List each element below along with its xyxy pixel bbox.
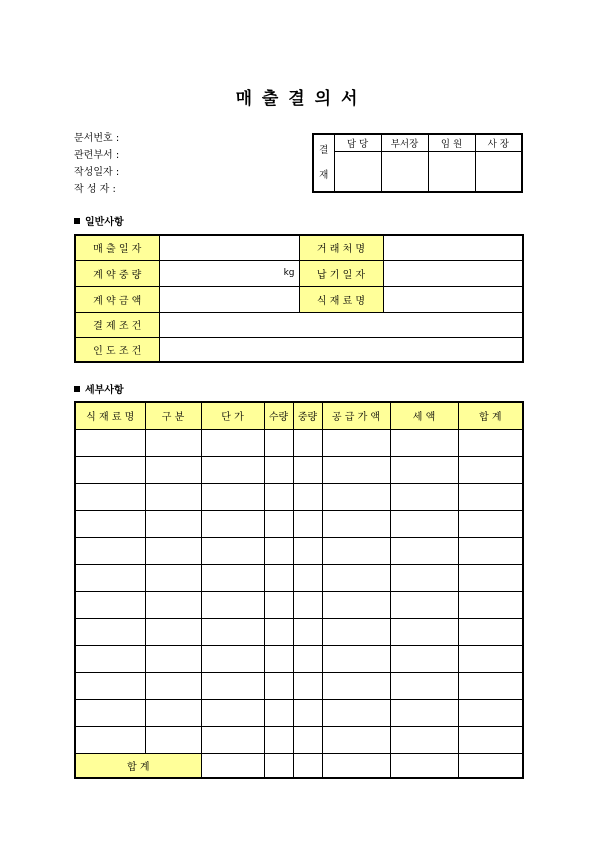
details-table bbox=[74, 401, 524, 779]
table-cell[interactable] bbox=[201, 726, 264, 753]
col-header-tax: 세 액 bbox=[390, 402, 458, 429]
table-cell[interactable] bbox=[75, 618, 145, 645]
table-cell[interactable] bbox=[75, 726, 145, 753]
total-cell[interactable] bbox=[293, 753, 322, 778]
table-cell[interactable] bbox=[145, 483, 201, 510]
payment-terms-label: 결 제 조 건 bbox=[75, 312, 159, 337]
table-cell[interactable] bbox=[75, 699, 145, 726]
table-cell[interactable] bbox=[201, 645, 264, 672]
total-label: 합 계 bbox=[75, 753, 201, 778]
table-row bbox=[75, 483, 523, 510]
contract-amount-label: 계 약 금 액 bbox=[75, 286, 159, 312]
table-cell[interactable] bbox=[293, 564, 322, 591]
table-cell[interactable] bbox=[145, 618, 201, 645]
table-cell[interactable] bbox=[390, 672, 458, 699]
approval-side-label-1: 결 bbox=[319, 145, 329, 156]
table-cell[interactable] bbox=[322, 645, 390, 672]
table-cell[interactable] bbox=[458, 429, 523, 456]
total-cell[interactable] bbox=[264, 753, 293, 778]
table-cell[interactable] bbox=[322, 429, 390, 456]
table-row bbox=[75, 510, 523, 537]
col-header-unit-price: 단 가 bbox=[201, 402, 264, 429]
table-cell[interactable] bbox=[322, 456, 390, 483]
table-row bbox=[75, 726, 523, 753]
table-cell[interactable] bbox=[293, 672, 322, 699]
table-cell[interactable] bbox=[75, 483, 145, 510]
table-cell[interactable] bbox=[293, 429, 322, 456]
table-cell[interactable] bbox=[322, 483, 390, 510]
table-cell[interactable] bbox=[293, 537, 322, 564]
date-label: 작성일자 : bbox=[74, 167, 120, 178]
table-row bbox=[75, 645, 523, 672]
table-cell[interactable] bbox=[322, 726, 390, 753]
details-body bbox=[75, 429, 523, 753]
table-cell[interactable] bbox=[201, 537, 264, 564]
table-cell[interactable] bbox=[145, 645, 201, 672]
table-cell[interactable] bbox=[322, 591, 390, 618]
table-cell[interactable] bbox=[293, 483, 322, 510]
table-row bbox=[75, 699, 523, 726]
table-cell[interactable] bbox=[458, 645, 523, 672]
table-row bbox=[75, 618, 523, 645]
table-cell[interactable] bbox=[322, 510, 390, 537]
table-cell[interactable] bbox=[458, 726, 523, 753]
table-row bbox=[75, 456, 523, 483]
sales-date-label: 매 출 일 자 bbox=[75, 235, 159, 260]
table-cell[interactable] bbox=[145, 510, 201, 537]
general-section-heading bbox=[74, 213, 124, 228]
table-cell[interactable] bbox=[458, 510, 523, 537]
table-cell[interactable] bbox=[390, 429, 458, 456]
table-cell[interactable] bbox=[322, 537, 390, 564]
table-cell[interactable] bbox=[293, 726, 322, 753]
ingredient-name-label: 식 재 료 명 bbox=[299, 286, 383, 312]
table-cell[interactable] bbox=[145, 726, 201, 753]
table-cell[interactable] bbox=[322, 672, 390, 699]
table-cell[interactable] bbox=[458, 537, 523, 564]
details-header-row bbox=[75, 402, 523, 429]
table-cell[interactable] bbox=[293, 645, 322, 672]
approval-header-president: 사 장 bbox=[475, 134, 522, 151]
details-section-heading bbox=[74, 381, 124, 396]
approval-table bbox=[312, 133, 523, 193]
table-cell[interactable] bbox=[201, 564, 264, 591]
table-cell[interactable] bbox=[390, 483, 458, 510]
delivery-date-field[interactable] bbox=[383, 260, 523, 286]
table-cell[interactable] bbox=[322, 618, 390, 645]
approval-sign-president[interactable] bbox=[475, 151, 522, 192]
table-cell[interactable] bbox=[264, 726, 293, 753]
ingredient-name-field[interactable] bbox=[383, 286, 523, 312]
table-cell[interactable] bbox=[293, 618, 322, 645]
table-cell[interactable] bbox=[264, 672, 293, 699]
delivery-terms-label: 인 도 조 건 bbox=[75, 337, 159, 362]
table-cell[interactable] bbox=[293, 591, 322, 618]
col-header-quantity: 수량 bbox=[264, 402, 293, 429]
table-cell[interactable] bbox=[458, 699, 523, 726]
table-cell[interactable] bbox=[264, 618, 293, 645]
total-cell[interactable] bbox=[201, 753, 264, 778]
col-header-weight: 중량 bbox=[293, 402, 322, 429]
table-cell[interactable] bbox=[145, 456, 201, 483]
table-cell[interactable] bbox=[390, 645, 458, 672]
table-row bbox=[75, 591, 523, 618]
table-row bbox=[75, 564, 523, 591]
table-cell[interactable] bbox=[390, 564, 458, 591]
col-header-total: 합 계 bbox=[458, 402, 523, 429]
approval-header-staff: 담 당 bbox=[334, 134, 381, 151]
author-label: 작 성 자 : bbox=[74, 184, 116, 195]
table-cell[interactable] bbox=[75, 645, 145, 672]
approval-side-label bbox=[313, 134, 334, 192]
table-cell[interactable] bbox=[75, 510, 145, 537]
table-cell[interactable] bbox=[75, 564, 145, 591]
table-cell[interactable] bbox=[458, 456, 523, 483]
approval-side-label-2: 재 bbox=[319, 170, 329, 181]
total-cell[interactable] bbox=[322, 753, 390, 778]
approval-header-dept-head: 부서장 bbox=[381, 134, 428, 151]
table-cell[interactable] bbox=[201, 699, 264, 726]
table-row bbox=[75, 537, 523, 564]
table-cell[interactable] bbox=[201, 672, 264, 699]
table-cell[interactable] bbox=[458, 672, 523, 699]
client-label: 거 래 처 명 bbox=[299, 235, 383, 260]
table-cell[interactable] bbox=[390, 699, 458, 726]
approval-sign-staff[interactable] bbox=[334, 151, 381, 192]
table-cell[interactable] bbox=[201, 510, 264, 537]
table-cell[interactable] bbox=[322, 699, 390, 726]
table-cell[interactable] bbox=[264, 564, 293, 591]
contract-amount-field[interactable] bbox=[159, 286, 299, 312]
square-bullet-icon bbox=[74, 218, 80, 224]
table-cell[interactable] bbox=[145, 564, 201, 591]
table-cell[interactable] bbox=[201, 591, 264, 618]
table-cell[interactable] bbox=[293, 510, 322, 537]
document-title: 매 출 결 의 서 bbox=[235, 89, 360, 109]
table-cell[interactable] bbox=[75, 672, 145, 699]
client-field[interactable] bbox=[383, 235, 523, 260]
table-cell[interactable] bbox=[201, 429, 264, 456]
total-row bbox=[75, 753, 523, 778]
table-cell[interactable] bbox=[390, 456, 458, 483]
unit-kg-label: kg bbox=[283, 268, 295, 278]
table-cell[interactable] bbox=[75, 429, 145, 456]
table-cell[interactable] bbox=[264, 483, 293, 510]
payment-terms-field[interactable] bbox=[159, 312, 523, 337]
table-cell[interactable] bbox=[322, 564, 390, 591]
table-cell[interactable] bbox=[75, 591, 145, 618]
col-header-ingredient: 식 재 료 명 bbox=[75, 402, 145, 429]
col-header-supply-amount: 공 급 가 액 bbox=[322, 402, 390, 429]
table-cell[interactable] bbox=[264, 429, 293, 456]
contract-weight-field[interactable] bbox=[159, 260, 299, 286]
approval-sign-executive[interactable] bbox=[428, 151, 475, 192]
table-cell[interactable] bbox=[145, 699, 201, 726]
total-cell[interactable] bbox=[458, 753, 523, 778]
table-cell[interactable] bbox=[390, 591, 458, 618]
table-cell[interactable] bbox=[458, 591, 523, 618]
table-cell[interactable] bbox=[145, 672, 201, 699]
doc-number-label: 문서번호 : bbox=[74, 133, 120, 144]
department-label: 관련부서 : bbox=[74, 150, 120, 161]
table-cell[interactable] bbox=[145, 429, 201, 456]
table-cell[interactable] bbox=[264, 591, 293, 618]
table-cell[interactable] bbox=[390, 618, 458, 645]
table-row bbox=[75, 672, 523, 699]
document-meta bbox=[74, 130, 119, 198]
table-cell[interactable] bbox=[458, 483, 523, 510]
table-cell[interactable] bbox=[458, 564, 523, 591]
table-cell[interactable] bbox=[264, 537, 293, 564]
table-cell[interactable] bbox=[390, 510, 458, 537]
table-cell[interactable] bbox=[145, 537, 201, 564]
table-cell[interactable] bbox=[264, 699, 293, 726]
table-row bbox=[75, 429, 523, 456]
sales-date-field[interactable] bbox=[159, 235, 299, 260]
details-section-title: 세부사항 bbox=[85, 385, 124, 396]
col-header-category: 구 분 bbox=[145, 402, 201, 429]
table-cell[interactable] bbox=[264, 645, 293, 672]
table-cell[interactable] bbox=[75, 537, 145, 564]
total-cell[interactable] bbox=[390, 753, 458, 778]
table-cell[interactable] bbox=[264, 456, 293, 483]
table-cell[interactable] bbox=[293, 699, 322, 726]
table-cell[interactable] bbox=[201, 483, 264, 510]
general-info-table bbox=[74, 234, 524, 363]
table-cell[interactable] bbox=[390, 726, 458, 753]
table-cell[interactable] bbox=[264, 510, 293, 537]
general-section-title: 일반사항 bbox=[85, 217, 124, 228]
table-cell[interactable] bbox=[201, 618, 264, 645]
table-cell[interactable] bbox=[201, 456, 264, 483]
approval-sign-dept-head[interactable] bbox=[381, 151, 428, 192]
table-cell[interactable] bbox=[75, 456, 145, 483]
delivery-date-label: 납 기 일 자 bbox=[299, 260, 383, 286]
delivery-terms-field[interactable] bbox=[159, 337, 523, 362]
table-cell[interactable] bbox=[293, 456, 322, 483]
square-bullet-icon bbox=[74, 386, 80, 392]
table-cell[interactable] bbox=[458, 618, 523, 645]
table-cell[interactable] bbox=[390, 537, 458, 564]
contract-weight-label: 계 약 중 량 bbox=[75, 260, 159, 286]
table-cell[interactable] bbox=[145, 591, 201, 618]
approval-header-executive: 임 원 bbox=[428, 134, 475, 151]
